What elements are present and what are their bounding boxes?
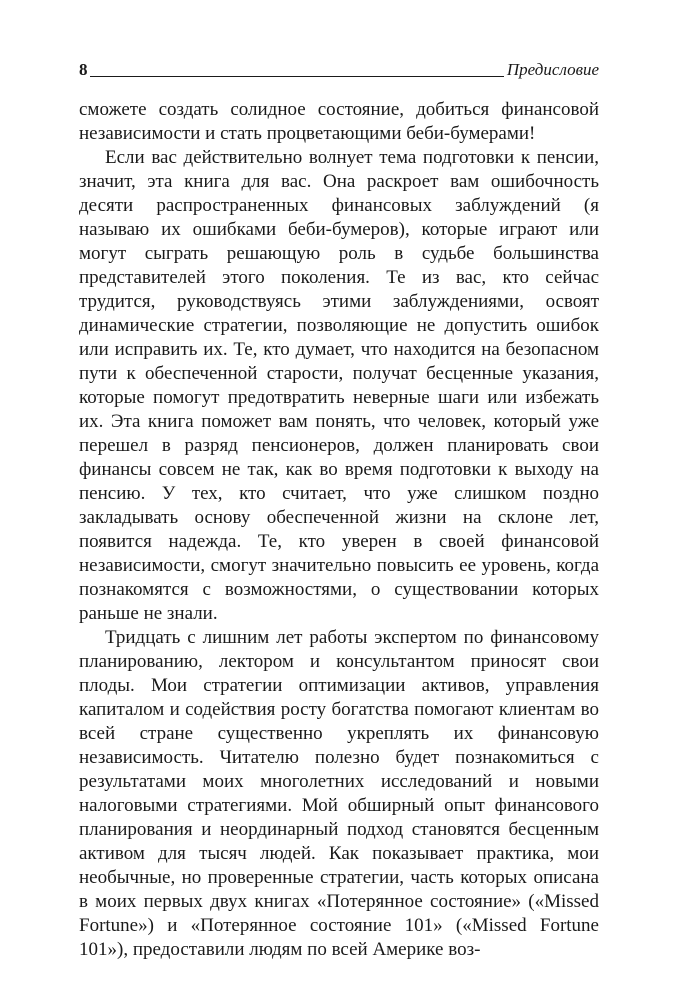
running-header xyxy=(79,56,599,80)
body-text xyxy=(79,98,599,962)
paragraph: Тридцать с лишним лет работы экспертом по финансовому планированию, лектором и консультантом приносят свои плоды. Мои стратегии оптимизации активов, управления капиталом и содействия росту богатства помогают клиентам во всей стране существенно укреплять их финансовую независимость. Читателю полезно будет познакомиться с результатами моих многолетних исследований и новыми налоговыми стратегиями. Мой обширный опыт финансового планирования и неординарный подход становятся бесценным активом для тысяч людей. Как показывает практика, мои необычные, но проверенные стратегии, часть которых описана в моих первых двух книгах «Потерянное состояние» («Missed Fortune») и «Потерянное состояние 101» («Missed Fortune 101»), предоставили людям по всей Америке воз- xyxy=(79,627,599,960)
section-title: Предисловие xyxy=(506,60,599,79)
paragraph-continuation: сможете создать солидное состояние, добиться финансовой независимости и стать процветающими беби-бумерами! xyxy=(79,99,599,144)
paragraph: Если вас действительно волнует тема подготовки к пенсии, значит, эта книга для вас. Она раскроет вам ошибочность десяти распространенных финансовых заблуждений (я называю их ошибками беби-бумеров), которые играют или могут сыграть решающую роль в судьбе большинства представителей этого поколения. Те из вас, кто сейчас трудится, руководствуясь этими заблуждениями, освоят динамические стратегии, позволяющие не допустить ошибок или исправить их. Те, кто думает, что находится на безопасном пути к обеспеченной старости, получат бесценные указания, которые помогут предотвратить неверные шаги или избежать их. Эта книга поможет вам понять, что человек, который уже перешел в разряд пенсионеров, должен планировать свои финансы совсем не так, как во время подготовки к выходу на пенсию. У тех, кто считает, что уже слишком поздно закладывать основу обеспеченной жизни на склоне лет, появится надежда. Те, кто уверен в своей финансовой независимости, смогут значительно повысить ее уровень, когда познакомятся с возможностями, о существовании которых раньше не знали. xyxy=(79,147,599,624)
header-rule xyxy=(90,76,504,77)
book-page xyxy=(79,56,599,962)
page-number: 8 xyxy=(79,60,88,79)
